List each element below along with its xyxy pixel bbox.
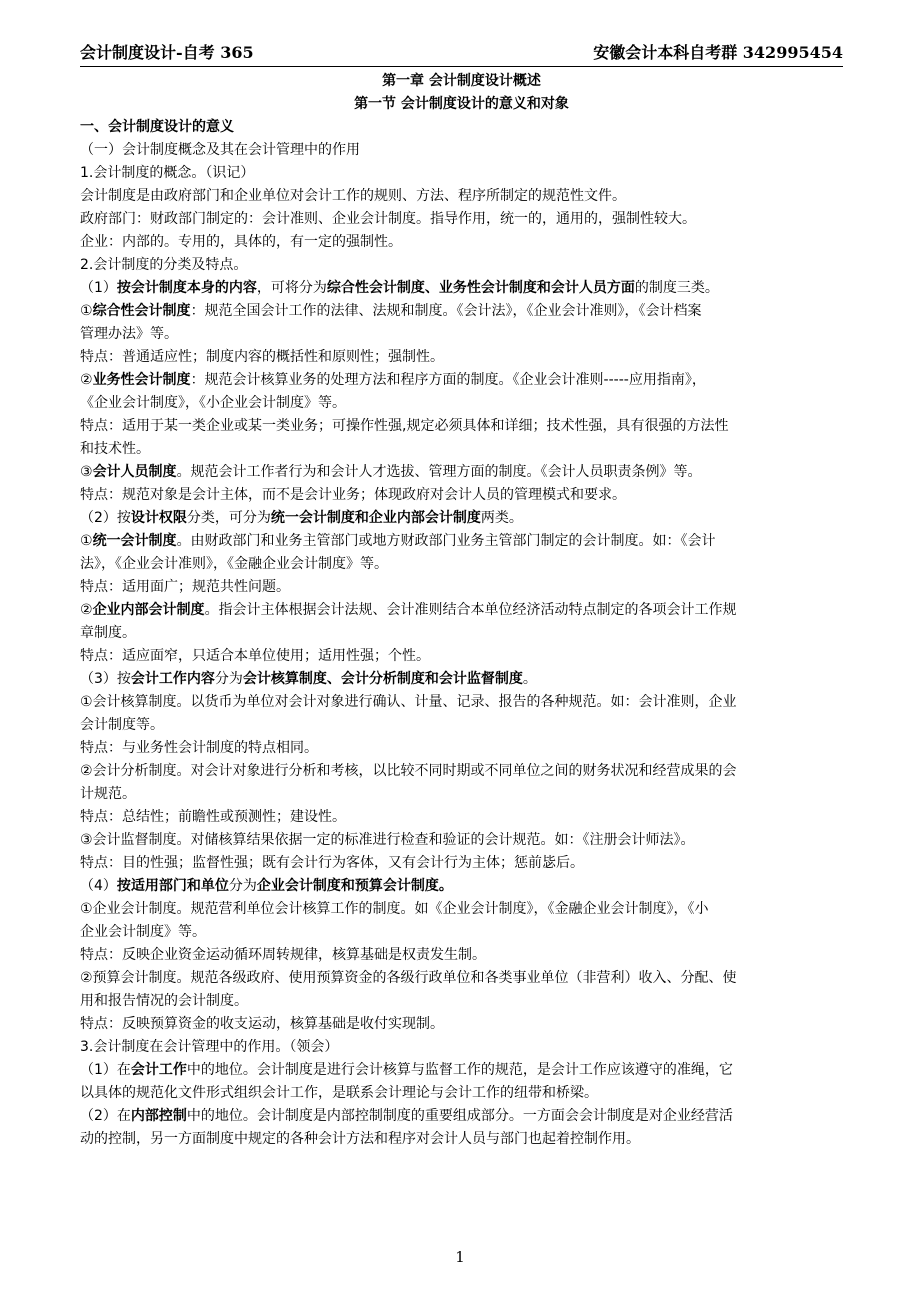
text: 企业会计制度》等。	[80, 924, 206, 940]
text-line	[80, 530, 843, 553]
document-body	[80, 70, 843, 1151]
text: 中的地位。会计制度是内部控制制度的重要组成部分。一方面会会计制度是对企业经营活	[186, 1108, 733, 1124]
bold-text: 企业会计制度和预算会计制度。	[256, 878, 453, 894]
text-line	[80, 139, 843, 162]
text-line	[80, 254, 843, 277]
chapter-title: 第一章 会计制度设计概述	[382, 73, 541, 89]
text: 特点：与业务性会计制度的特点相同。	[80, 740, 318, 756]
bold-text: 会计工作内容	[130, 671, 215, 687]
text-line	[80, 1128, 843, 1151]
text: ②预算会计制度。规范各级政府、使用预算资金的各级行政单位和各类事业单位（非营利）收入、分配、使	[80, 970, 737, 986]
text: 企业：内部的。专用的，具体的，有一定的强制性。	[80, 234, 402, 250]
text-line	[80, 668, 843, 691]
text: ：规范全国会计工作的法律、法规和制度。《会计法》，《企业会计准则》，《会计档案	[190, 303, 702, 319]
text-line	[80, 599, 843, 622]
text: （4）	[80, 878, 117, 894]
text-line	[80, 1036, 843, 1059]
text-line	[80, 944, 843, 967]
header-left-text: 会计制度设计-自考 365	[80, 43, 254, 62]
text-line	[80, 346, 843, 369]
text: （2）在	[80, 1108, 131, 1124]
text: 。指会计主体根据会计法规、会计准则结合本单位经济活动特点制定的各项会计工作规	[204, 602, 737, 618]
text-line	[80, 645, 843, 668]
bold-text: 设计权限	[130, 510, 187, 526]
text: 分为	[228, 878, 257, 894]
text: 3.会计制度在会计管理中的作用。（领会）	[80, 1039, 339, 1055]
text-line	[80, 323, 843, 346]
bold-text: 综合性会计制度、业务性会计制度和会计人员方面	[326, 280, 635, 296]
text: 特点：总结性；前瞻性或预测性；建设性。	[80, 809, 346, 825]
bold-text: 内部控制	[130, 1108, 187, 1124]
text-line	[80, 208, 843, 231]
text: （3）按	[80, 671, 131, 687]
text: 的制度三类。	[634, 280, 719, 296]
text-line	[80, 231, 843, 254]
bold-text: 按会计制度本身的内容	[116, 280, 257, 296]
bold-text: 一、会计制度设计的意义	[80, 119, 234, 135]
text-line	[80, 300, 843, 323]
text: ①会计核算制度。以货币为单位对会计对象进行确认、计量、记录、报告的各种规范。如：会计准则，企业	[80, 694, 737, 710]
text: ②会计分析制度。对会计对象进行分析和考核，以比较不同时期或不同单位之间的财务状况和经营成果的会	[80, 763, 737, 779]
text: 中的地位。会计制度是进行会计核算与监督工作的规范，是会计工作应该遵守的准绳，它	[186, 1062, 733, 1078]
text-line	[80, 392, 843, 415]
text: 两类。	[480, 510, 523, 526]
text: 特点：目的性强；监督性强；既有会计行为客体，又有会计行为主体；惩前毖后。	[80, 855, 584, 871]
text: （1）在	[80, 1062, 131, 1078]
text: ①企业会计制度。规范营利单位会计核算工作的制度。如《企业会计制度》，《金融企业会计制度》，《小	[80, 901, 709, 917]
text: 特点：适应面窄，只适合本单位使用；适用性强；个性。	[80, 648, 430, 664]
bold-text: 企业内部会计制度	[92, 602, 205, 618]
text-line	[80, 369, 843, 392]
bold-text: 会计人员制度	[92, 464, 177, 480]
text: 分为	[214, 671, 243, 687]
text-line	[80, 1013, 843, 1036]
text: 和技术性。	[80, 441, 150, 457]
text-line	[80, 507, 843, 530]
text-line	[80, 783, 843, 806]
text-line	[80, 553, 843, 576]
text-line	[80, 484, 843, 507]
bold-text: 综合性会计制度	[92, 303, 191, 319]
text: 计规范。	[80, 786, 136, 802]
text: 管理办法》等。	[80, 326, 178, 342]
bold-text: 会计核算制度、会计分析制度和会计监督制度	[242, 671, 523, 687]
text: 特点：普通适应性；制度内容的概括性和原则性；强制性。	[80, 349, 444, 365]
text: 特点：反映预算资金的收支运动，核算基础是收付实现制。	[80, 1016, 444, 1032]
text: 《企业会计制度》，《小企业会计制度》等。	[80, 395, 346, 411]
text-line	[80, 737, 843, 760]
text-line	[80, 1082, 843, 1105]
text: 。	[522, 671, 537, 687]
text-line	[80, 277, 843, 300]
text-line	[80, 415, 843, 438]
text: ②	[80, 602, 93, 618]
text: ③	[80, 464, 93, 480]
text: 特点：规范对象是会计主体，而不是会计业务；体现政府对会计人员的管理模式和要求。	[80, 487, 626, 503]
text: 政府部门：财政部门制定的：会计准则、企业会计制度。指导作用，统一的，通用的，强制性较大。	[80, 211, 696, 227]
text: ②	[80, 372, 93, 388]
text-line	[80, 714, 843, 737]
text: ③会计监督制度。对储核算结果依据一定的标准进行检查和验证的会计规范。如：《注册会计师法》。	[80, 832, 695, 848]
bold-text: 按适用部门和单位	[116, 878, 229, 894]
bold-text: 统一会计制度	[92, 533, 177, 549]
section-title: 第一节 会计制度设计的意义和对象	[354, 96, 569, 112]
text: ①	[80, 303, 93, 319]
text: （一）会计制度概念及其在会计管理中的作用	[80, 142, 360, 158]
text: （1）	[80, 280, 117, 296]
header-right-text: 安徽会计本科自考群 342995454	[593, 43, 843, 62]
text-line	[80, 967, 843, 990]
text: （2）按	[80, 510, 131, 526]
text-line	[80, 990, 843, 1013]
text: 。规范会计工作者行为和会计人才选拔、管理方面的制度。《会计人员职责条例》等。	[176, 464, 702, 480]
text: 会计制度等。	[80, 717, 164, 733]
text-line	[80, 461, 843, 484]
text: ，可将分为	[256, 280, 327, 296]
page-header	[80, 40, 843, 67]
text: 用和报告情况的会计制度。	[80, 993, 248, 1009]
bold-text: 会计工作	[130, 1062, 187, 1078]
text: ①	[80, 533, 93, 549]
text-line	[80, 852, 843, 875]
text-line	[80, 691, 843, 714]
text-line	[80, 438, 843, 461]
text-line	[80, 829, 843, 852]
text-line	[80, 760, 843, 783]
text: 特点：反映企业资金运动循环周转规律，核算基础是权责发生制。	[80, 947, 486, 963]
text-line	[80, 921, 843, 944]
text: 章制度。	[80, 625, 136, 641]
text-line	[80, 185, 843, 208]
bold-text: 业务性会计制度	[92, 372, 191, 388]
text: 2.会计制度的分类及特点。	[80, 257, 248, 273]
text-line	[80, 1105, 843, 1128]
text: 特点：适用于某一类企业或某一类业务；可操作性强,规定必须具体和详细；技术性强，具有很强的方法性	[80, 418, 729, 434]
text: 1.会计制度的概念。（识记）	[80, 165, 255, 181]
text: 。由财政部门和业务主管部门或地方财政部门业务主管部门制定的会计制度。如：《会计	[176, 533, 716, 549]
text-line	[80, 622, 843, 645]
text-line	[80, 576, 843, 599]
text: 分类，可分为	[186, 510, 271, 526]
text: 法》，《企业会计准则》，《金融企业会计制度》等。	[80, 556, 388, 572]
page-number: 1	[455, 1248, 465, 1266]
text-line	[80, 162, 843, 185]
text-line	[80, 1059, 843, 1082]
text-line	[80, 898, 843, 921]
text: ：规范会计核算业务的处理方法和程序方面的制度。《企业会计准则-----应用指南》，	[190, 372, 706, 388]
text: 特点：适用面广；规范共性问题。	[80, 579, 290, 595]
text: 动的控制，另一方面制度中规定的各种会计方法和程序对会计人员与部门也起着控制作用。	[80, 1131, 640, 1147]
text: 会计制度是由政府部门和企业单位对会计工作的规则、方法、程序所制定的规范性文件。	[80, 188, 626, 204]
bold-text: 统一会计制度和企业内部会计制度	[270, 510, 481, 526]
text-line	[80, 875, 843, 898]
body-text	[80, 116, 843, 1151]
text-line	[80, 116, 843, 139]
text-line	[80, 806, 843, 829]
text: 以具体的规范化文件形式组织会计工作，是联系会计理论与会计工作的纽带和桥梁。	[80, 1085, 598, 1101]
